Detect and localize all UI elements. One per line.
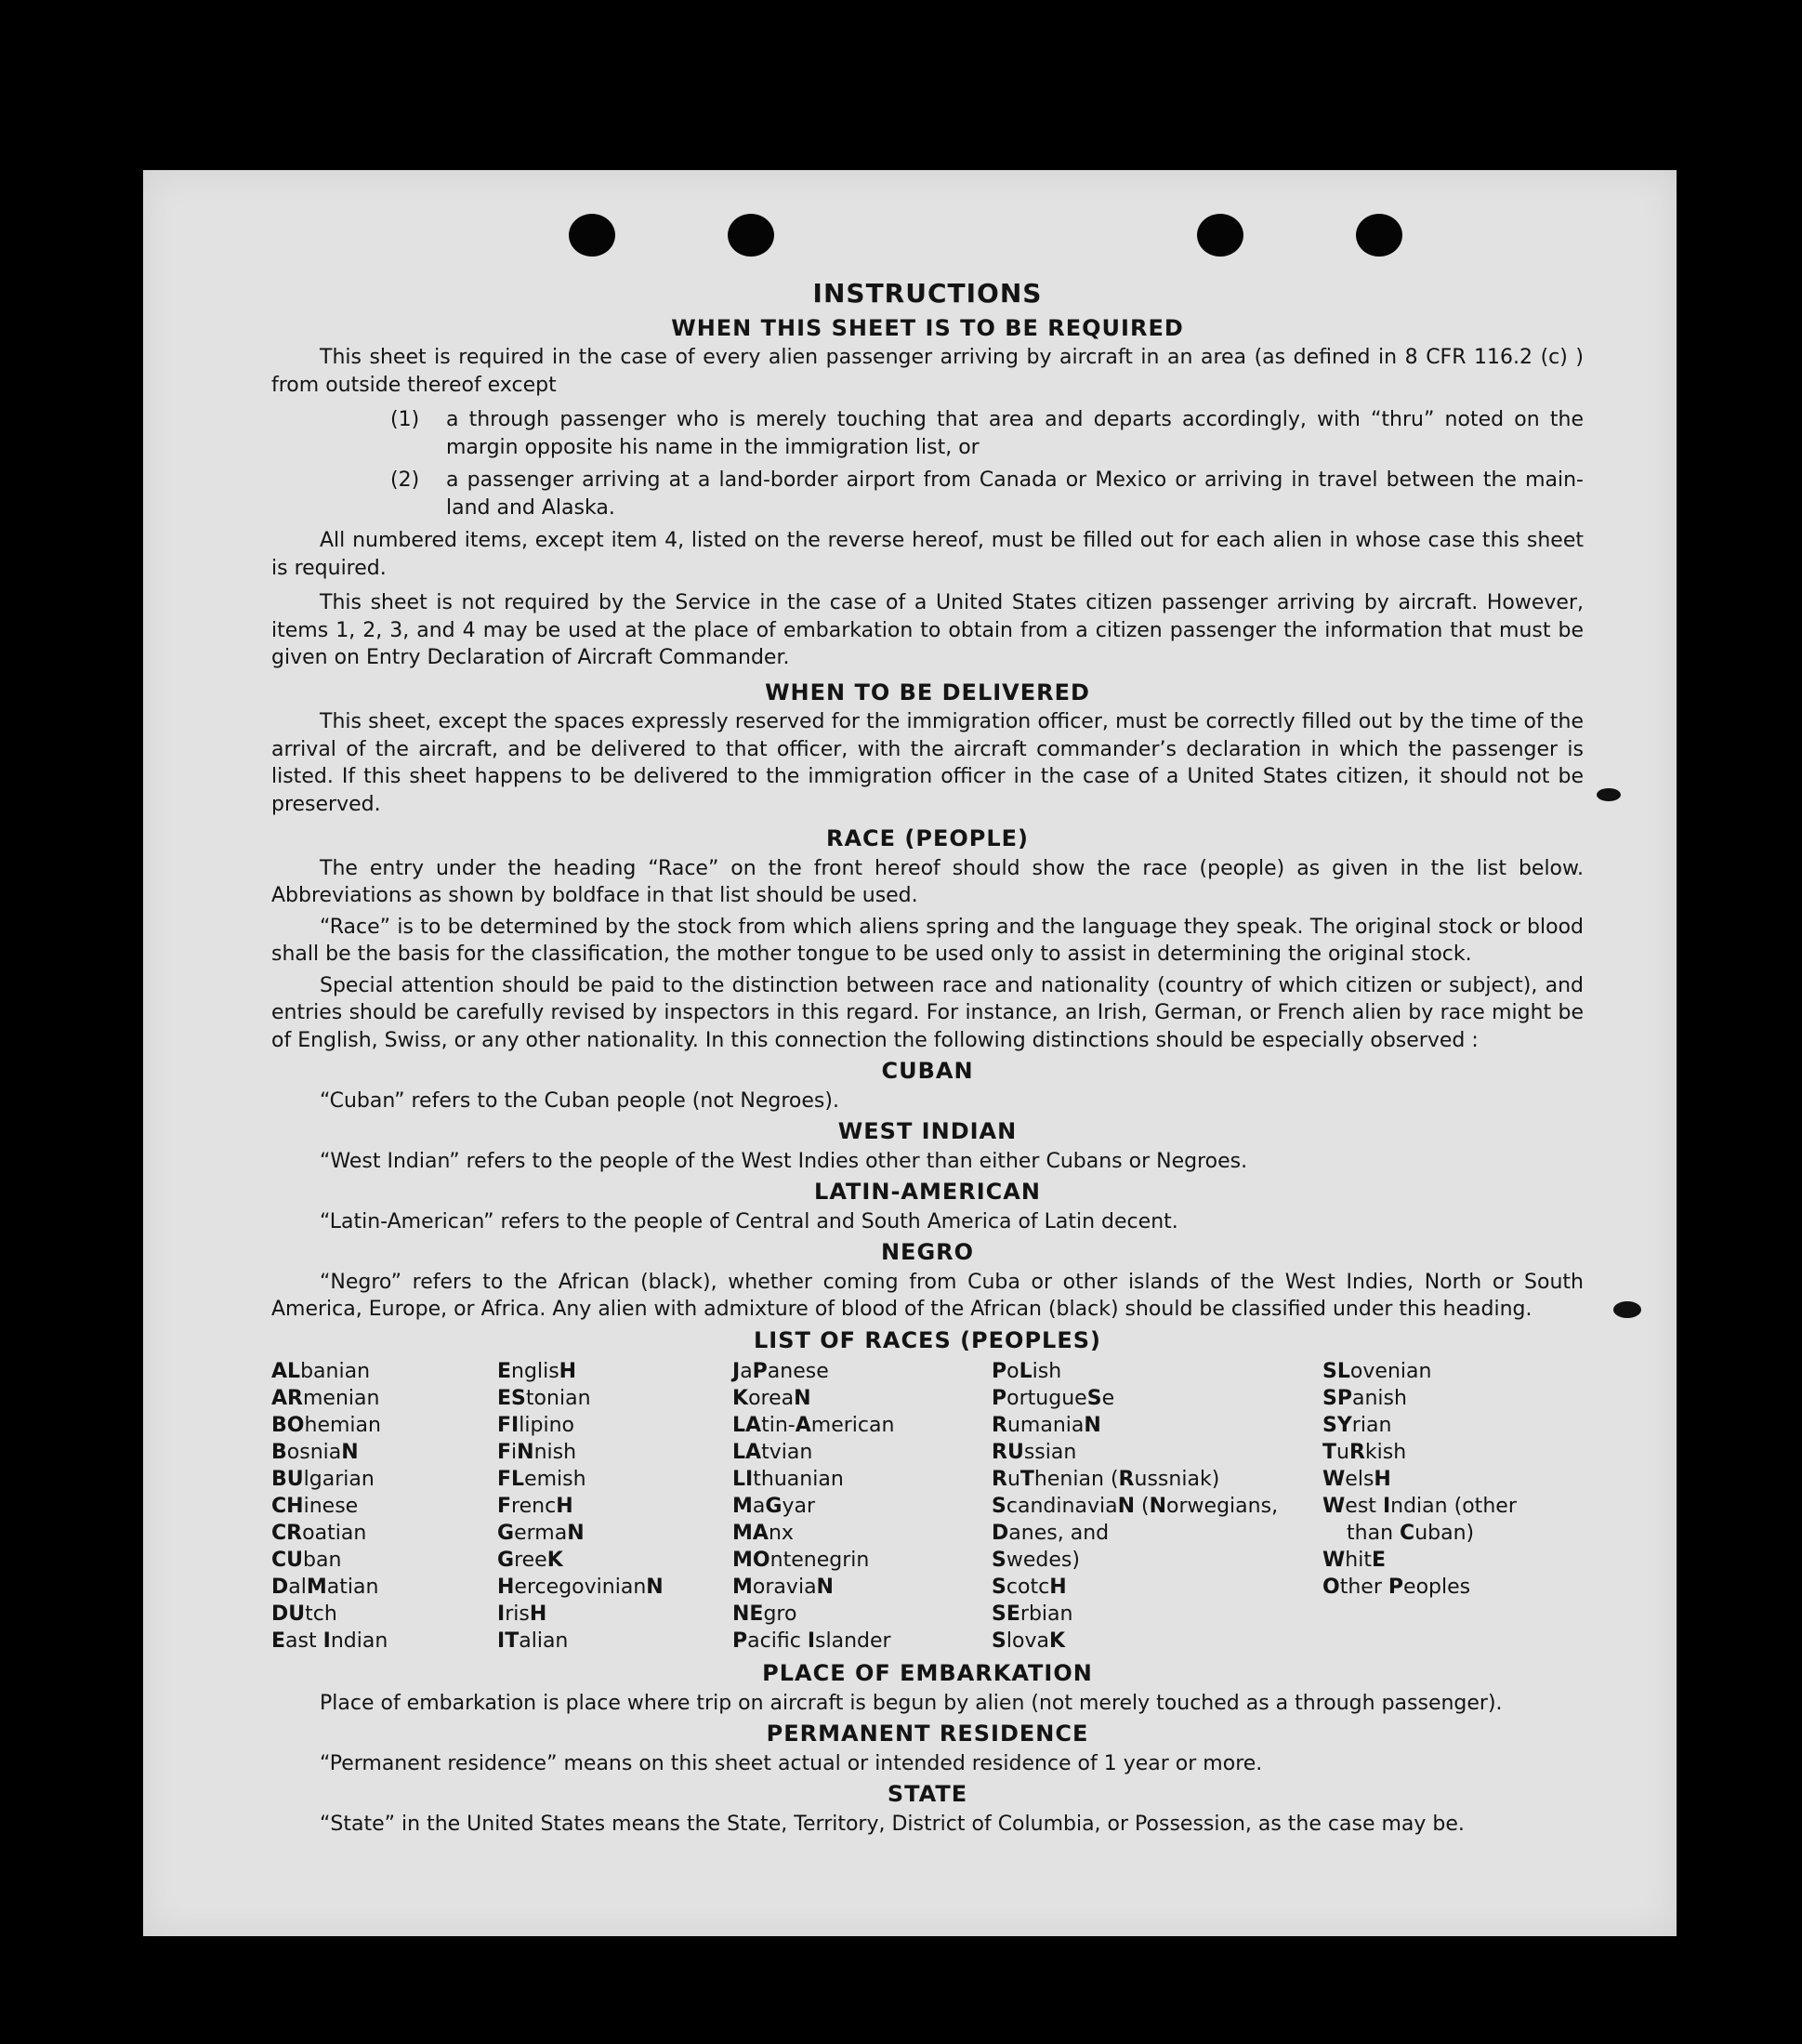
race-entry: SLovenian bbox=[1322, 1360, 1432, 1383]
paragraph: This sheet is required in the case of every alien passenger arriving by aircraft in an area (as defined in 8 CFR 116.2 (c) ) from outside thereof except bbox=[271, 346, 1584, 397]
race-entry: than Cuban) bbox=[1347, 1522, 1475, 1545]
race-entry: TuRkish bbox=[1322, 1441, 1407, 1464]
race-entry: NEgro bbox=[732, 1602, 797, 1626]
section-heading: LATIN-AMERICAN bbox=[814, 1179, 1041, 1205]
race-entry: FiNnish bbox=[497, 1441, 577, 1464]
race-entry: DalMatian bbox=[271, 1576, 379, 1599]
race-entry: FrencH bbox=[497, 1495, 573, 1518]
race-entry: KoreaN bbox=[732, 1387, 811, 1410]
section-heading: STATE bbox=[887, 1781, 968, 1807]
item-number: (2) bbox=[390, 468, 420, 492]
race-entry: MoraviaN bbox=[732, 1576, 834, 1599]
race-entry: WelsH bbox=[1322, 1468, 1391, 1491]
race-entry: Other Peoples bbox=[1322, 1576, 1471, 1599]
edge-blot bbox=[1597, 788, 1621, 801]
race-column bbox=[271, 1358, 497, 1655]
race-entry: BOhemian bbox=[271, 1414, 381, 1437]
section-heading: RACE (PEOPLE) bbox=[825, 825, 1030, 851]
paragraph: Place of embarkation is place where trip on aircraft is begun by alien (not merely touched as a through passenger). bbox=[320, 1691, 1503, 1715]
section-heading: WHEN THIS SHEET IS TO BE REQUIRED bbox=[671, 314, 1184, 341]
race-entry: DUtch bbox=[271, 1602, 337, 1626]
punch-hole bbox=[569, 214, 615, 257]
race-entry: SPanish bbox=[1322, 1387, 1407, 1410]
section-heading: WHEN TO BE DELIVERED bbox=[765, 679, 1090, 706]
race-entry: West Indian (other bbox=[1322, 1495, 1517, 1518]
section-heading: NEGRO bbox=[880, 1239, 975, 1265]
race-entry: MaGyar bbox=[732, 1495, 816, 1518]
race-entry: HercegovinianN bbox=[497, 1576, 664, 1599]
race-entry: GreeK bbox=[497, 1549, 563, 1572]
race-entry: Pacifc Islander bbox=[732, 1629, 891, 1653]
race-entry: ScandinaviaN (Norwegians, bbox=[992, 1495, 1279, 1518]
race-entry: SYrian bbox=[1322, 1414, 1392, 1437]
instructions-content bbox=[271, 280, 1584, 1841]
race-entry: RuThenian (Russniak) bbox=[992, 1468, 1220, 1491]
section-heading: CUBAN bbox=[881, 1058, 974, 1084]
race-list bbox=[271, 1358, 1584, 1655]
race-entry: ARmenian bbox=[271, 1387, 380, 1410]
race-entry: BosniaN bbox=[271, 1441, 359, 1464]
race-entry: LAtin-American bbox=[732, 1414, 895, 1437]
edge-blot bbox=[1613, 1301, 1641, 1318]
race-column bbox=[732, 1358, 992, 1655]
race-entry: GermaN bbox=[497, 1522, 585, 1545]
paragraph: This sheet, except the spaces expressly reserved for the immigration officer, must be correctly filled out by the time of the arrival of the aircraft, and be delivered to that officer, with the aircraft commander’s declaration in which the passenger is listed. If this sheet happens to be delivered to the immigration officer in the case of a United States citizen, it should not be preserved. bbox=[271, 710, 1584, 816]
race-entry: SlovaK bbox=[992, 1629, 1066, 1653]
document-sheet bbox=[143, 170, 1677, 1936]
race-entry: FLemish bbox=[497, 1468, 586, 1491]
race-entry: CHinese bbox=[271, 1495, 359, 1518]
race-entry: LIthuanian bbox=[732, 1468, 844, 1491]
race-entry: IrisH bbox=[497, 1602, 547, 1626]
race-entry: MOntenegrin bbox=[732, 1549, 870, 1572]
race-entry: JaPanese bbox=[732, 1360, 829, 1383]
paragraph: “West Indian” refers to the people of the West Indies other than either Cubans or Negroes. bbox=[320, 1149, 1248, 1173]
punch-hole bbox=[1356, 214, 1402, 257]
exception-item bbox=[271, 406, 1584, 461]
punch-hole bbox=[728, 214, 774, 257]
exception-item bbox=[271, 467, 1584, 521]
paragraph: “Negro” refers to the African (black), whether coming from Cuba or other islands of the West Indies, North or South America, Europe, or Africa. Any alien with admixture of blood of the African (black) should be classified under this heading. bbox=[271, 1270, 1584, 1321]
paragraph: “State” in the United States means the State, Territory, District of Columbia, or Possession, as the case may be. bbox=[320, 1812, 1465, 1836]
punch-hole bbox=[1197, 214, 1243, 257]
race-entry: ScotcH bbox=[992, 1576, 1067, 1599]
paragraph: “Race” is to be determined by the stock from which aliens spring and the language they speak. The original stock or blood shall be the basis for the classification, the mother tongue to be used only to assist in determining the original stock. bbox=[271, 915, 1584, 966]
paragraph: “Latin-American” refers to the people of Central and South America of Latin decent. bbox=[320, 1209, 1178, 1233]
race-entry: WhitE bbox=[1322, 1549, 1387, 1572]
race-column bbox=[1322, 1358, 1583, 1655]
race-entry: ITalian bbox=[497, 1629, 569, 1653]
paragraph: “Cuban” refers to the Cuban people (not Negroes). bbox=[320, 1088, 839, 1113]
race-entry: CRoatian bbox=[271, 1522, 367, 1545]
race-entry: MAnx bbox=[732, 1522, 794, 1545]
item-text: a through passenger who is merely touching that area and departs accordingly, with “thru” noted on the margin opposite his name in the immigration list, or bbox=[446, 408, 1584, 459]
paragraph: All numbered items, except item 4, listed on the reverse hereof, must be filled out for each alien in whose case this sheet is required. bbox=[271, 529, 1584, 580]
section-heading: PLACE OF EMBARKATION bbox=[762, 1660, 1093, 1686]
paragraph: Special attention should be paid to the distinction between race and nationality (country of which citizen or subject), and entries should be carefully revised by inspectors in this regard. For instance, an Irish, German, or French alien by race might be of English, Swiss, or any other nationality. In this connection the following distinctions should be especially observed : bbox=[271, 973, 1584, 1052]
race-entry: East Indian bbox=[271, 1629, 388, 1653]
race-entry: Swedes) bbox=[992, 1549, 1080, 1572]
race-entry: CUban bbox=[271, 1549, 342, 1572]
section-heading: PERMANENT RESIDENCE bbox=[766, 1721, 1089, 1747]
paragraph: “Permanent residence” means on this sheet actual or intended residence of 1 year or more. bbox=[320, 1751, 1263, 1775]
section-heading: LIST OF RACES (PEOPLES) bbox=[754, 1326, 1101, 1353]
race-column bbox=[497, 1358, 732, 1655]
race-entry: EStonian bbox=[497, 1387, 591, 1410]
race-entry: ALbanian bbox=[271, 1360, 371, 1383]
race-entry: RUssian bbox=[992, 1441, 1077, 1464]
page-title: INSTRUCTIONS bbox=[812, 278, 1043, 309]
race-entry: Danes, and bbox=[992, 1522, 1110, 1545]
race-entry: LAtvian bbox=[732, 1441, 813, 1464]
item-number: (1) bbox=[390, 408, 420, 431]
race-entry: PoLish bbox=[992, 1360, 1062, 1383]
race-entry: BUlgarian bbox=[271, 1468, 375, 1491]
race-entry: SErbian bbox=[992, 1602, 1073, 1626]
section-heading: WEST INDIAN bbox=[837, 1118, 1018, 1144]
item-text: a passenger arriving at a land-border airport from Canada or Mexico or arriving in travel between the main-land and Alaska. bbox=[446, 468, 1584, 520]
race-entry: PortugueSe bbox=[992, 1387, 1115, 1410]
race-column bbox=[992, 1358, 1322, 1655]
paragraph: This sheet is not required by the Service in the case of a United States citizen passenger arriving by aircraft. However, items 1, 2, 3, and 4 may be used at the place of embarkation to obtain from a citizen passenger the information that must be given on Entry Declaration of Aircraft Commander. bbox=[271, 591, 1584, 669]
race-entry: RumaniaN bbox=[992, 1414, 1101, 1437]
race-entry: EnglisH bbox=[497, 1360, 577, 1383]
paragraph: The entry under the heading “Race” on the front hereof should show the race (people) as given in the list below. Abbreviations as shown by boldface in that list should be used. bbox=[271, 856, 1584, 907]
race-entry: FIlipino bbox=[497, 1414, 574, 1437]
